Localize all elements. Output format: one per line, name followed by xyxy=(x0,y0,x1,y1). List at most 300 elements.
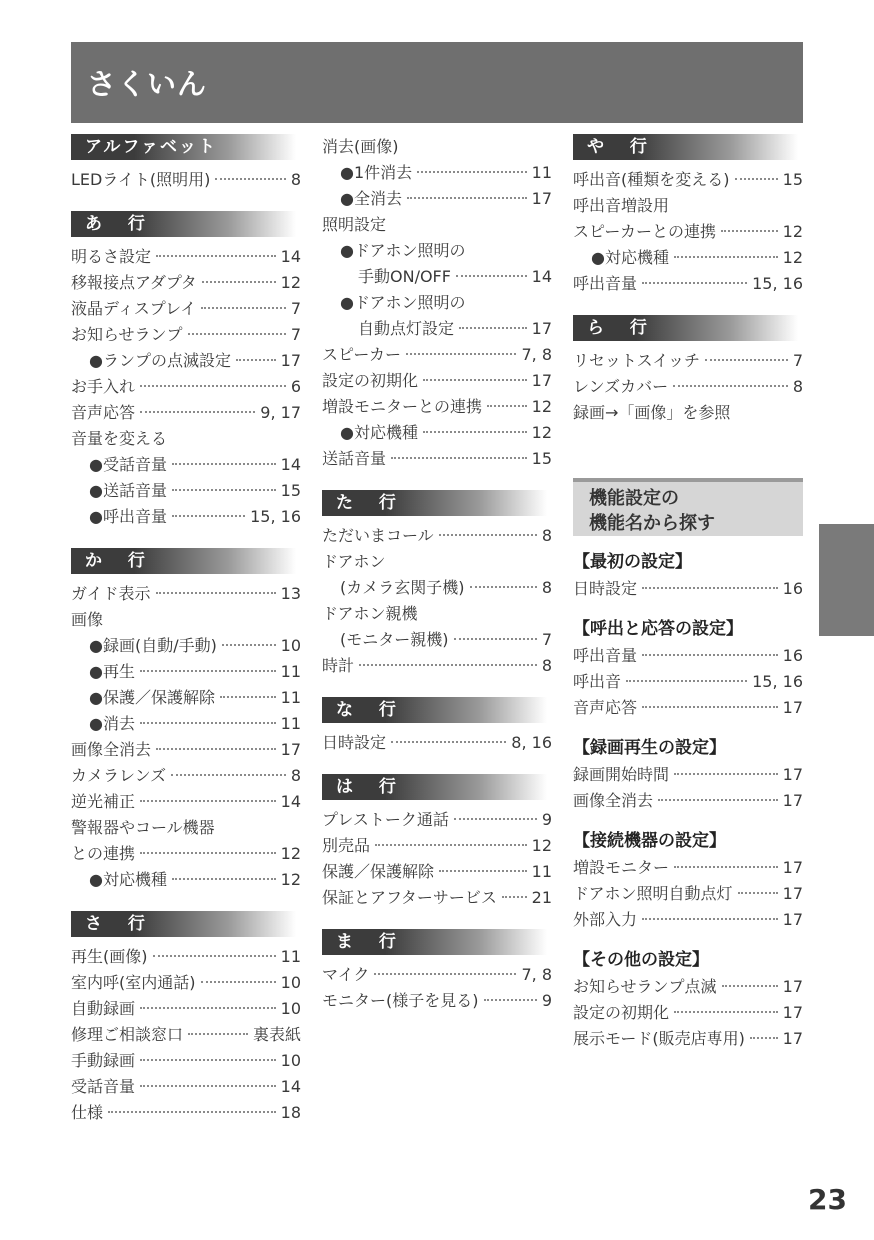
entry-page: 11 xyxy=(280,947,301,966)
index-entry: ●ドアホン照明の xyxy=(340,293,466,312)
index-entry xyxy=(71,711,301,737)
entry-term: ●録画(自動/手動) xyxy=(89,636,217,655)
dot-leader xyxy=(642,282,747,284)
entry-page: 17 xyxy=(782,858,803,877)
index-entry xyxy=(71,1100,301,1126)
dot-leader xyxy=(188,333,286,335)
dot-leader xyxy=(454,818,537,820)
dot-leader xyxy=(721,230,778,232)
dot-leader xyxy=(156,592,276,594)
entry-page: 17 xyxy=(531,319,552,338)
index-entry xyxy=(322,316,552,342)
entry-page: 18 xyxy=(280,1103,301,1122)
dot-leader xyxy=(201,307,286,309)
feature-search-box xyxy=(573,478,803,536)
dot-leader xyxy=(108,1111,276,1113)
dot-leader xyxy=(172,515,245,517)
entry-term: ただいまコール xyxy=(322,526,434,545)
entry-page: 12 xyxy=(280,844,301,863)
dot-leader xyxy=(153,955,276,957)
dot-leader xyxy=(487,405,527,407)
entry-term: ●送話音量 xyxy=(89,481,167,500)
page-title: さくいん xyxy=(87,67,208,101)
entry-term: 時計 xyxy=(322,656,355,675)
dot-leader xyxy=(423,431,527,433)
index-entry xyxy=(322,833,552,859)
index-entry: ドアホン親機 xyxy=(322,604,418,623)
entry-page: 10 xyxy=(280,999,301,1018)
index-entry xyxy=(573,974,803,1000)
section-header: な 行 xyxy=(322,697,547,723)
index-entry xyxy=(322,420,552,446)
entry-page: 17 xyxy=(782,1029,803,1048)
entry-page: 8 xyxy=(290,170,301,189)
index-column-3-sections xyxy=(573,134,803,426)
entry-term: 呼出音(種類を変える) xyxy=(573,170,730,189)
entry-term: 展示モード(販売店専用) xyxy=(573,1029,745,1048)
entry-term: 画像全消去 xyxy=(71,740,152,759)
index-entry xyxy=(573,762,803,788)
section-header: あ 行 xyxy=(71,211,296,237)
index-entry xyxy=(71,374,301,400)
entry-page: 11 xyxy=(280,662,301,681)
entry-term: 増設モニターとの連携 xyxy=(322,397,483,416)
index-entry xyxy=(71,504,301,530)
index-entry: 音量を変える xyxy=(71,429,168,448)
entry-term: 自動録画 xyxy=(71,999,136,1018)
section-header: ら 行 xyxy=(573,315,798,341)
entry-page: 17 xyxy=(782,765,803,784)
entry-term: 仕様 xyxy=(71,1103,104,1122)
dot-leader xyxy=(236,359,276,361)
index-entry xyxy=(322,186,552,212)
entry-page: 8, 16 xyxy=(511,733,552,752)
dot-leader xyxy=(642,587,778,589)
entry-term: お知らせランプ xyxy=(71,325,183,344)
index-entry xyxy=(322,859,552,885)
dot-leader xyxy=(705,359,788,361)
section-header: ま 行 xyxy=(322,929,547,955)
dot-leader xyxy=(172,878,276,880)
dot-leader xyxy=(626,680,747,682)
entry-page: 16 xyxy=(782,579,803,598)
dot-leader xyxy=(140,411,255,413)
dot-leader xyxy=(140,1007,276,1009)
index-entry: 警報器やコール機器 xyxy=(71,818,215,837)
index-section xyxy=(71,911,301,1126)
entry-term: 増設モニター xyxy=(573,858,670,877)
page-number: 23 xyxy=(808,1183,847,1216)
dot-leader xyxy=(359,664,537,666)
dot-leader xyxy=(439,534,537,536)
entry-term: との連携 xyxy=(71,844,136,863)
index-entry xyxy=(573,245,803,271)
entry-page: 裏表紙 xyxy=(252,1025,301,1044)
entry-term: スピーカー xyxy=(322,345,402,364)
dot-leader xyxy=(171,774,286,776)
index-entry: 録画→「画像」を参照 xyxy=(573,403,731,422)
index-title-bar xyxy=(71,42,803,123)
index-section xyxy=(573,315,803,426)
entry-page: 14 xyxy=(280,792,301,811)
entry-page: 12 xyxy=(531,836,552,855)
entry-term: 設定の初期化 xyxy=(573,1003,670,1022)
index-entry: 画像 xyxy=(71,610,104,629)
entry-term: モニター(様子を見る) xyxy=(322,991,479,1010)
entry-term: 別売品 xyxy=(322,836,371,855)
section-header: アルファベット xyxy=(71,134,296,160)
feature-section-title: 【録画再生の設定】 xyxy=(573,738,726,758)
entry-page: 7, 8 xyxy=(521,965,552,984)
index-entry xyxy=(573,1026,803,1052)
entry-page: 7 xyxy=(792,351,803,370)
index-entry xyxy=(322,627,552,653)
dot-leader xyxy=(459,327,527,329)
dot-leader xyxy=(738,892,778,894)
index-section xyxy=(322,697,552,756)
index-entry xyxy=(71,1074,301,1100)
entry-term: 修理ご相談窓口 xyxy=(71,1025,184,1044)
index-entry xyxy=(322,368,552,394)
dot-leader xyxy=(172,489,276,491)
index-section xyxy=(322,929,552,1014)
dot-leader xyxy=(423,379,527,381)
index-entry xyxy=(322,342,552,368)
entry-page: 17 xyxy=(782,910,803,929)
entry-term: 受話音量 xyxy=(71,1077,136,1096)
entry-term: 日時設定 xyxy=(573,579,638,598)
entry-term: ●全消去 xyxy=(340,189,402,208)
entry-term: ●消去 xyxy=(89,714,135,733)
index-entry: 消去(画像) xyxy=(322,137,399,156)
index-entry xyxy=(322,730,552,756)
feature-section-title: 【接続機器の設定】 xyxy=(573,831,726,851)
index-entry xyxy=(71,970,301,996)
index-entry xyxy=(573,1000,803,1026)
dot-leader xyxy=(673,385,788,387)
dot-leader xyxy=(750,1037,778,1039)
entry-page: 8 xyxy=(541,656,552,675)
index-entry xyxy=(573,219,803,245)
dot-leader xyxy=(140,670,276,672)
entry-term: ●呼出音量 xyxy=(89,507,167,526)
dot-leader xyxy=(220,696,276,698)
entry-page: 7, 8 xyxy=(521,345,552,364)
index-entry xyxy=(322,988,552,1014)
feature-section-title: 【最初の設定】 xyxy=(573,552,692,572)
index-entry xyxy=(71,296,301,322)
entry-page: 14 xyxy=(280,455,301,474)
index-entry: ●ドアホン照明の xyxy=(340,241,466,260)
entry-page: 21 xyxy=(531,888,552,907)
entry-page: 11 xyxy=(280,714,301,733)
index-column-3 xyxy=(573,134,803,1052)
entry-term: マイク xyxy=(322,965,370,984)
index-entry xyxy=(71,167,301,193)
entry-term: (モニター親機) xyxy=(340,630,449,649)
index-entry xyxy=(71,270,301,296)
dot-leader xyxy=(156,748,276,750)
entry-term: ●受話音量 xyxy=(89,455,167,474)
entry-page: 17 xyxy=(531,189,552,208)
entry-term: 音声応答 xyxy=(71,403,136,422)
index-entry xyxy=(71,737,301,763)
entry-term: ●対応機種 xyxy=(591,248,669,267)
entry-page: 14 xyxy=(280,1077,301,1096)
index-entry xyxy=(71,763,301,789)
entry-page: 8 xyxy=(792,377,803,396)
dot-leader xyxy=(470,586,537,588)
index-entry xyxy=(71,996,301,1022)
index-entry xyxy=(71,478,301,504)
entry-term: 日時設定 xyxy=(322,733,387,752)
index-entry xyxy=(71,581,301,607)
entry-term: 呼出音 xyxy=(573,672,622,691)
dot-leader xyxy=(140,1059,276,1061)
index-entry: 照明設定 xyxy=(322,215,387,234)
entry-term: 保証とアフターサービス xyxy=(322,888,497,907)
section-header: さ 行 xyxy=(71,911,296,937)
index-section xyxy=(322,774,552,911)
entry-page: 15, 16 xyxy=(752,274,803,293)
entry-term: 呼出音量 xyxy=(573,274,638,293)
index-entry xyxy=(71,322,301,348)
index-entry xyxy=(322,653,552,679)
entry-page: 8 xyxy=(290,766,301,785)
index-entry xyxy=(71,685,301,711)
dot-leader xyxy=(674,1011,778,1013)
entry-term: スピーカーとの連携 xyxy=(573,222,717,241)
entry-page: 12 xyxy=(280,870,301,889)
entry-page: 11 xyxy=(531,862,552,881)
entry-term: 手動録画 xyxy=(71,1051,136,1070)
dot-leader xyxy=(642,654,778,656)
index-entry xyxy=(573,881,803,907)
entry-term: ●ランプの点滅設定 xyxy=(89,351,231,370)
entry-term: 設定の初期化 xyxy=(322,371,419,390)
entry-term: レンズカバー xyxy=(573,377,669,396)
index-entry xyxy=(573,643,803,669)
dot-leader xyxy=(391,457,527,459)
entry-page: 9 xyxy=(541,991,552,1010)
index-entry xyxy=(71,867,301,893)
index-entry xyxy=(71,789,301,815)
section-header: は 行 xyxy=(322,774,547,800)
entry-term: 液晶ディスプレイ xyxy=(71,299,197,318)
entry-term: 明るさ設定 xyxy=(71,247,152,266)
dot-leader xyxy=(439,870,527,872)
index-entry xyxy=(322,807,552,833)
dot-leader xyxy=(140,852,276,854)
entry-page: 15 xyxy=(782,170,803,189)
index-entry xyxy=(71,452,301,478)
index-entry xyxy=(322,523,552,549)
section-header: や 行 xyxy=(573,134,798,160)
entry-page: 15 xyxy=(531,449,552,468)
section-header: か 行 xyxy=(71,548,296,574)
dot-leader xyxy=(201,981,276,983)
index-entry xyxy=(573,167,803,193)
entry-term: ●1件消去 xyxy=(340,163,413,182)
index-column-2 xyxy=(322,134,552,1014)
dot-leader xyxy=(502,896,527,898)
dot-leader xyxy=(188,1033,248,1035)
entry-page: 8 xyxy=(541,578,552,597)
dot-leader xyxy=(735,178,778,180)
entry-page: 15 xyxy=(280,481,301,500)
entry-term: 音声応答 xyxy=(573,698,638,717)
entry-term: ●対応機種 xyxy=(89,870,167,889)
entry-page: 7 xyxy=(290,325,301,344)
entry-page: 14 xyxy=(280,247,301,266)
entry-term: お手入れ xyxy=(71,377,136,396)
feature-section-title: 【呼出と応答の設定】 xyxy=(573,619,743,639)
entry-page: 17 xyxy=(782,698,803,717)
entry-page: 17 xyxy=(782,884,803,903)
index-entry xyxy=(71,1022,301,1048)
entry-page: 15, 16 xyxy=(250,507,301,526)
side-index-tab xyxy=(819,524,874,636)
section-header: た 行 xyxy=(322,490,547,516)
entry-term: お知らせランプ点滅 xyxy=(573,977,717,996)
dot-leader xyxy=(202,281,276,283)
dot-leader xyxy=(140,800,276,802)
entry-term: ドアホン照明自動点灯 xyxy=(573,884,733,903)
dot-leader xyxy=(140,385,286,387)
dot-leader xyxy=(722,985,778,987)
dot-leader xyxy=(407,197,527,199)
entry-term: ガイド表示 xyxy=(71,584,151,603)
entry-term: カメラレンズ xyxy=(71,766,167,785)
feature-box-line2: 機能名から探す xyxy=(589,513,715,534)
index-entry xyxy=(322,575,552,601)
dot-leader xyxy=(658,799,778,801)
entry-term: 移報接点アダプタ xyxy=(71,273,197,292)
dot-leader xyxy=(172,463,276,465)
index-entry xyxy=(322,160,552,186)
dot-leader xyxy=(156,255,276,257)
feature-box-line1: 機能設定の xyxy=(589,488,679,509)
entry-page: 10 xyxy=(280,636,301,655)
entry-page: 17 xyxy=(531,371,552,390)
entry-page: 8 xyxy=(541,526,552,545)
index-entry xyxy=(573,374,803,400)
entry-page: 12 xyxy=(531,423,552,442)
entry-page: 17 xyxy=(280,740,301,759)
index-entry xyxy=(573,576,803,602)
entry-page: 12 xyxy=(531,397,552,416)
index-entry xyxy=(71,400,301,426)
entry-term: 呼出音量 xyxy=(573,646,638,665)
index-section xyxy=(573,134,803,297)
index-section xyxy=(322,134,552,472)
index-entry xyxy=(322,446,552,472)
dot-leader xyxy=(406,353,516,355)
entry-term: 再生(画像) xyxy=(71,947,148,966)
entry-page: 15, 16 xyxy=(752,672,803,691)
dot-leader xyxy=(375,844,527,846)
dot-leader xyxy=(642,918,778,920)
index-entry xyxy=(573,788,803,814)
entry-page: 17 xyxy=(782,1003,803,1022)
feature-sections xyxy=(573,548,803,1052)
dot-leader xyxy=(417,171,526,173)
entry-page: 12 xyxy=(782,248,803,267)
entry-term: 録画開始時間 xyxy=(573,765,670,784)
entry-page: 12 xyxy=(782,222,803,241)
entry-page: 16 xyxy=(782,646,803,665)
entry-term: 送話音量 xyxy=(322,449,387,468)
entry-term: プレストーク通話 xyxy=(322,810,449,829)
dot-leader xyxy=(456,275,527,277)
dot-leader xyxy=(140,722,276,724)
entry-page: 13 xyxy=(280,584,301,603)
entry-page: 17 xyxy=(782,977,803,996)
index-entry xyxy=(71,1048,301,1074)
index-section xyxy=(71,134,301,193)
index-entry xyxy=(573,855,803,881)
entry-page: 6 xyxy=(290,377,301,396)
entry-term: (カメラ玄関子機) xyxy=(340,578,465,597)
entry-term: 外部入力 xyxy=(573,910,638,929)
index-entry xyxy=(322,885,552,911)
index-section xyxy=(322,490,552,679)
index-entry xyxy=(322,394,552,420)
entry-page: 10 xyxy=(280,973,301,992)
entry-page: 7 xyxy=(290,299,301,318)
dot-leader xyxy=(674,866,778,868)
entry-page: 12 xyxy=(280,273,301,292)
index-entry xyxy=(573,271,803,297)
entry-page: 9 xyxy=(541,810,552,829)
dot-leader xyxy=(140,1085,276,1087)
index-entry xyxy=(71,659,301,685)
entry-term: ●対応機種 xyxy=(340,423,418,442)
entry-term: ●保護／保護解除 xyxy=(89,688,215,707)
entry-page: 11 xyxy=(531,163,552,182)
entry-term: ●再生 xyxy=(89,662,135,681)
dot-leader xyxy=(484,999,537,1001)
index-entry xyxy=(71,348,301,374)
index-section xyxy=(71,211,301,530)
entry-term: LEDライト(照明用) xyxy=(71,170,211,189)
index-entry xyxy=(573,695,803,721)
entry-page: 7 xyxy=(541,630,552,649)
entry-term: 保護／保護解除 xyxy=(322,862,435,881)
dot-leader xyxy=(215,178,285,180)
index-entry: 呼出音増設用 xyxy=(573,196,670,215)
feature-section-title: 【その他の設定】 xyxy=(573,950,709,970)
entry-page: 17 xyxy=(280,351,301,370)
entry-term: リセットスイッチ xyxy=(573,351,701,370)
dot-leader xyxy=(674,256,778,258)
index-entry xyxy=(322,962,552,988)
index-entry xyxy=(71,841,301,867)
entry-term: 室内呼(室内通話) xyxy=(71,973,196,992)
index-column-1 xyxy=(71,134,301,1126)
index-section xyxy=(71,548,301,893)
dot-leader xyxy=(374,973,516,975)
entry-term: 手動ON/OFF xyxy=(358,267,451,286)
dot-leader xyxy=(642,706,778,708)
index-entry xyxy=(573,669,803,695)
entry-page: 14 xyxy=(531,267,552,286)
index-entry xyxy=(573,348,803,374)
index-entry xyxy=(322,264,552,290)
entry-page: 10 xyxy=(280,1051,301,1070)
index-entry xyxy=(71,633,301,659)
dot-leader xyxy=(454,638,537,640)
